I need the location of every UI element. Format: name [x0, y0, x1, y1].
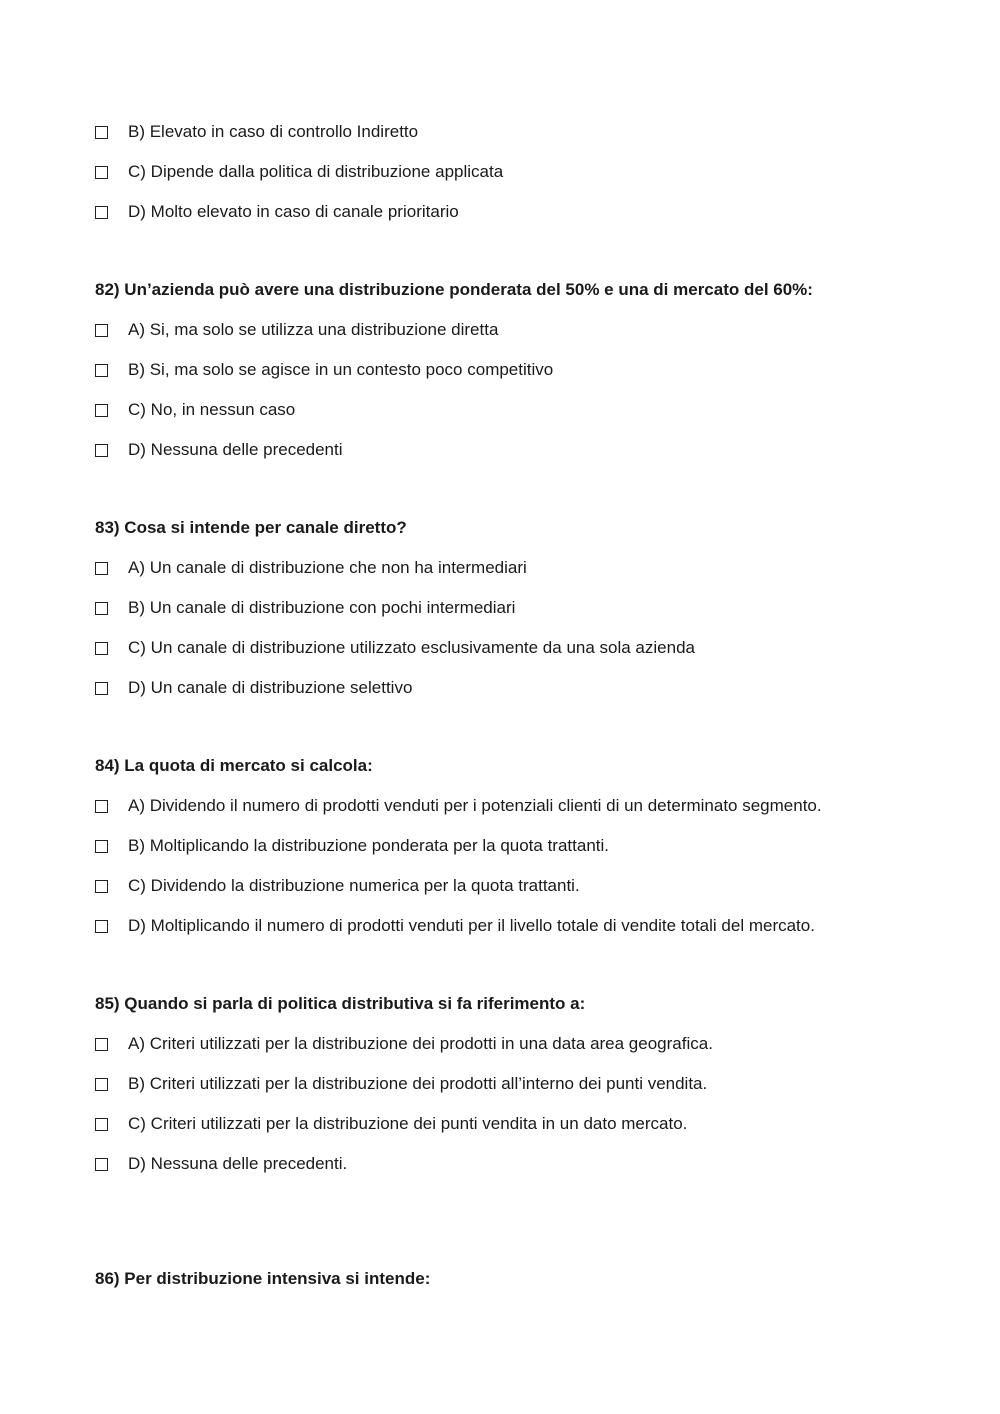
- question-84: [95, 756, 955, 956]
- answer-option-text: B) Si, ma solo se agisce in un contesto poco competitivo: [128, 360, 554, 379]
- answer-option-text: C) No, in nessun caso: [128, 400, 296, 419]
- question-82: [95, 280, 955, 480]
- answer-option[interactable]: [95, 638, 955, 678]
- checkbox[interactable]: [95, 206, 108, 219]
- answer-option[interactable]: [95, 1034, 955, 1074]
- question-text: 84) La quota di mercato si calcola:: [95, 756, 373, 775]
- answer-option[interactable]: [95, 916, 955, 956]
- question-text: 83) Cosa si intende per canale diretto?: [95, 518, 407, 537]
- answer-option-text: D) Moltiplicando il numero di prodotti venduti per il livello totale di vendite totali del mercato.: [128, 916, 815, 935]
- answer-option-text: A) Un canale di distribuzione che non ha intermediari: [128, 558, 527, 577]
- checkbox[interactable]: [95, 880, 108, 893]
- answer-option[interactable]: [95, 558, 955, 598]
- answer-option-text: C) Un canale di distribuzione utilizzato esclusivamente da una sola azienda: [128, 638, 695, 657]
- checkbox[interactable]: [95, 1078, 108, 1091]
- answer-option[interactable]: [95, 400, 955, 440]
- checkbox[interactable]: [95, 1158, 108, 1171]
- answer-option-text: A) Si, ma solo se utilizza una distribuzione diretta: [128, 320, 499, 339]
- checkbox[interactable]: [95, 126, 108, 139]
- checkbox[interactable]: [95, 840, 108, 853]
- answer-option-text: B) Moltiplicando la distribuzione ponderata per la quota trattanti.: [128, 836, 610, 855]
- question-81-continuation: [95, 122, 955, 242]
- answer-option[interactable]: [95, 796, 955, 836]
- checkbox[interactable]: [95, 166, 108, 179]
- checkbox[interactable]: [95, 444, 108, 457]
- answer-option-text: D) Molto elevato in caso di canale prioritario: [128, 202, 459, 221]
- checkbox[interactable]: [95, 920, 108, 933]
- answer-option[interactable]: [95, 876, 955, 916]
- checkbox[interactable]: [95, 562, 108, 575]
- answer-option-text: B) Un canale di distribuzione con pochi intermediari: [128, 598, 516, 617]
- checkbox[interactable]: [95, 404, 108, 417]
- question-85: [95, 994, 955, 1194]
- question-text: 85) Quando si parla di politica distributiva si fa riferimento a:: [95, 994, 586, 1013]
- answer-option-text: B) Elevato in caso di controllo Indiretto: [128, 122, 419, 141]
- checkbox[interactable]: [95, 364, 108, 377]
- question-83: [95, 518, 955, 718]
- checkbox[interactable]: [95, 324, 108, 337]
- answer-option-text: C) Dipende dalla politica di distribuzione applicata: [128, 162, 504, 181]
- question-86: [95, 1269, 955, 1309]
- answer-option[interactable]: [95, 122, 955, 162]
- answer-option[interactable]: [95, 678, 955, 718]
- answer-option-text: D) Un canale di distribuzione selettivo: [128, 678, 413, 697]
- checkbox[interactable]: [95, 642, 108, 655]
- answer-option[interactable]: [95, 1114, 955, 1154]
- answer-option-text: A) Dividendo il numero di prodotti venduti per i potenziali clienti di un determinato segmento.: [128, 796, 822, 815]
- answer-option[interactable]: [95, 598, 955, 638]
- answer-option-text: A) Criteri utilizzati per la distribuzione dei prodotti in una data area geografica.: [128, 1034, 713, 1053]
- answer-option[interactable]: [95, 320, 955, 360]
- checkbox[interactable]: [95, 800, 108, 813]
- answer-option[interactable]: [95, 360, 955, 400]
- question-text: 82) Un’azienda può avere una distribuzione ponderata del 50% e una di mercato del 60%:: [95, 280, 813, 299]
- answer-option[interactable]: [95, 1154, 955, 1194]
- answer-option[interactable]: [95, 1074, 955, 1114]
- answer-option[interactable]: [95, 202, 955, 242]
- checkbox[interactable]: [95, 682, 108, 695]
- checkbox[interactable]: [95, 1038, 108, 1051]
- answer-option-text: B) Criteri utilizzati per la distribuzione dei prodotti all’interno dei punti vendita.: [128, 1074, 708, 1093]
- answer-option-text: D) Nessuna delle precedenti: [128, 440, 343, 459]
- answer-option[interactable]: [95, 440, 955, 480]
- checkbox[interactable]: [95, 1118, 108, 1131]
- answer-option[interactable]: [95, 162, 955, 202]
- answer-option-text: C) Dividendo la distribuzione numerica per la quota trattanti.: [128, 876, 580, 895]
- answer-option[interactable]: [95, 836, 955, 876]
- answer-option-text: D) Nessuna delle precedenti.: [128, 1154, 348, 1173]
- checkbox[interactable]: [95, 602, 108, 615]
- answer-option-text: C) Criteri utilizzati per la distribuzione dei punti vendita in un dato mercato.: [128, 1114, 688, 1133]
- question-text: 86) Per distribuzione intensiva si intende:: [95, 1269, 431, 1288]
